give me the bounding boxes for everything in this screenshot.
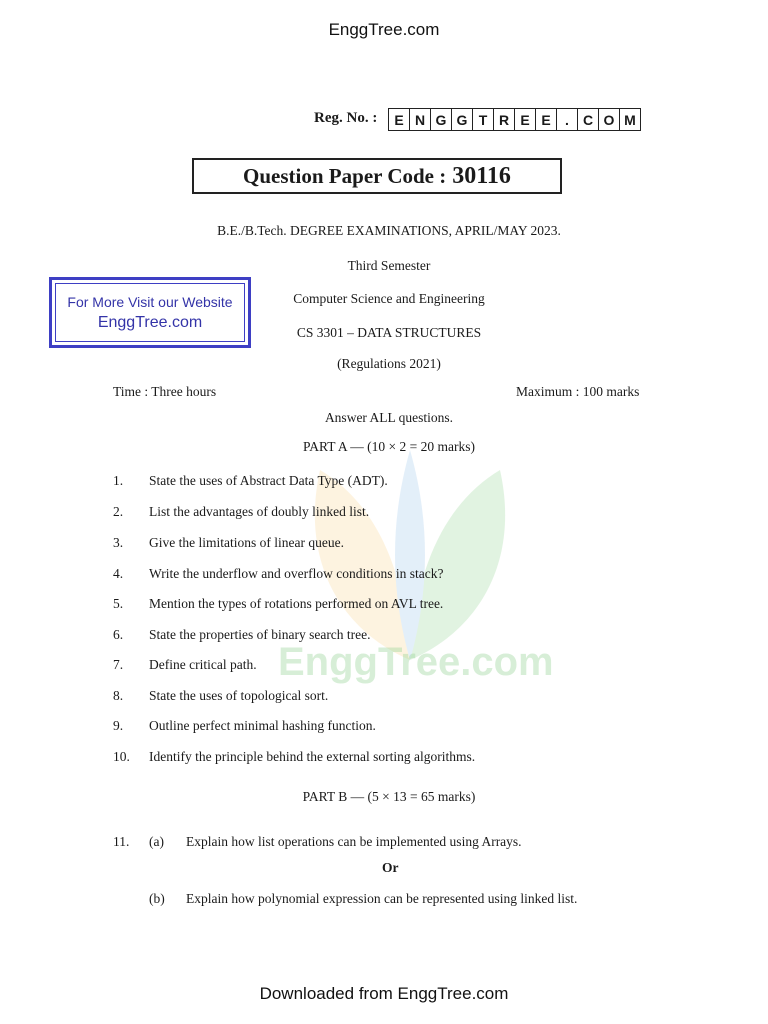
question-number: 1. bbox=[113, 473, 124, 488]
question-number: 11. bbox=[113, 834, 130, 849]
question-11a bbox=[113, 834, 522, 850]
promo-line-2: EnggTree.com bbox=[97, 313, 203, 331]
question-item bbox=[113, 627, 371, 643]
question-text: Mention the types of rotations performed on AVL tree. bbox=[149, 596, 444, 611]
paper-code-value: 30116 bbox=[452, 162, 511, 189]
question-text: Explain how polynomial expression can be represented using linked list. bbox=[186, 891, 578, 906]
department: Computer Science and Engineering bbox=[293, 291, 485, 306]
question-number: 8. bbox=[113, 688, 124, 703]
question-part-label: (b) bbox=[149, 891, 165, 906]
reg-box: E bbox=[536, 109, 557, 130]
question-item bbox=[113, 566, 444, 582]
or-separator: Or bbox=[382, 860, 399, 875]
question-11b bbox=[149, 891, 577, 907]
question-text: State the uses of Abstract Data Type (ADT). bbox=[149, 473, 388, 488]
promo-website-box[interactable] bbox=[49, 277, 251, 348]
reg-box: N bbox=[410, 109, 431, 130]
course-title: CS 3301 – DATA STRUCTURES bbox=[296, 325, 482, 340]
question-number: 9. bbox=[113, 718, 124, 733]
reg-box: E bbox=[515, 109, 536, 130]
question-number: 5. bbox=[113, 596, 124, 611]
semester: Third Semester bbox=[347, 258, 431, 273]
question-paper-code-box bbox=[192, 158, 562, 194]
question-text: Outline perfect minimal hashing function. bbox=[149, 718, 376, 733]
reg-box: . bbox=[557, 109, 578, 130]
reg-no-boxes bbox=[388, 108, 641, 131]
question-text: Write the underflow and overflow conditions in stack? bbox=[149, 566, 444, 581]
promo-inner-border bbox=[55, 283, 245, 342]
instruction: Answer ALL questions. bbox=[324, 410, 454, 425]
question-text: Identify the principle behind the external sorting algorithms. bbox=[149, 749, 476, 764]
time-duration: Time : Three hours bbox=[113, 384, 217, 399]
reg-box: O bbox=[599, 109, 620, 130]
question-item bbox=[113, 596, 443, 612]
regulations: (Regulations 2021) bbox=[337, 356, 441, 371]
question-item bbox=[113, 718, 376, 734]
maximum-marks: Maximum : 100 marks bbox=[516, 384, 640, 399]
reg-box: G bbox=[431, 109, 452, 130]
reg-box: T bbox=[473, 109, 494, 130]
question-item bbox=[113, 749, 475, 765]
exam-title: B.E./B.Tech. DEGREE EXAMINATIONS, APRIL/MAY 2023. bbox=[217, 223, 561, 238]
question-number: 6. bbox=[113, 627, 124, 642]
question-item bbox=[113, 535, 344, 551]
reg-box: M bbox=[624, 111, 636, 128]
question-text: Explain how list operations can be implemented using Arrays. bbox=[186, 834, 522, 849]
question-item bbox=[113, 473, 388, 489]
part-b-heading: PART B — (5 × 13 = 65 marks) bbox=[302, 789, 476, 804]
reg-box: C bbox=[578, 109, 599, 130]
part-a-heading: PART A — (10 × 2 = 20 marks) bbox=[303, 439, 475, 454]
promo-line-1: For More Visit our Website bbox=[67, 293, 233, 310]
question-item bbox=[113, 657, 257, 673]
question-text: List the advantages of doubly linked list. bbox=[149, 504, 370, 519]
reg-no-label: Reg. No. : bbox=[314, 110, 378, 126]
reg-box: E bbox=[389, 109, 410, 130]
site-header: EnggTree.com bbox=[328, 20, 440, 39]
question-item bbox=[113, 688, 328, 704]
question-text: Give the limitations of linear queue. bbox=[149, 535, 344, 550]
question-number: 4. bbox=[113, 566, 124, 581]
question-text: State the uses of topological sort. bbox=[149, 688, 329, 703]
site-footer: Downloaded from EnggTree.com bbox=[259, 984, 509, 1003]
question-text: State the properties of binary search tree. bbox=[149, 627, 371, 642]
question-number: 3. bbox=[113, 535, 124, 550]
question-text: Define critical path. bbox=[149, 657, 257, 672]
reg-box: R bbox=[494, 109, 515, 130]
question-number: 7. bbox=[113, 657, 124, 672]
question-number: 2. bbox=[113, 504, 124, 519]
question-part-label: (a) bbox=[149, 834, 164, 849]
watermark-text: EnggTree.com bbox=[278, 640, 554, 684]
reg-box: G bbox=[452, 109, 473, 130]
question-number: 10. bbox=[113, 749, 130, 764]
paper-code-label: Question Paper Code : bbox=[243, 163, 447, 188]
question-item bbox=[113, 504, 369, 520]
